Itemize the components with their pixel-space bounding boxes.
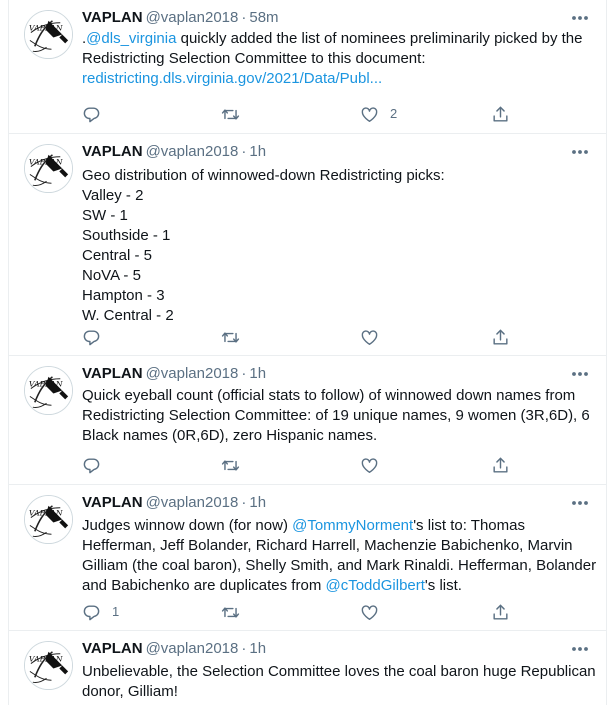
url-link[interactable]: redistricting.dls.virginia.gov/2021/Data/Publ... (82, 70, 383, 87)
tweet-text-segment: Hefferman, Jeff Bolander, Richard Harrell, Machenzie Babichenko, Marvin (82, 537, 573, 554)
share-button[interactable] (491, 602, 510, 622)
tweet-text-line (82, 206, 598, 226)
tweet-text-line (82, 576, 598, 596)
like-button[interactable] (360, 602, 390, 622)
vaplan-logo-avatar[interactable] (24, 10, 73, 59)
tweet[interactable] (9, 631, 606, 705)
retweet-icon (221, 456, 240, 475)
tweet-text-segment: Central - 5 (82, 247, 153, 264)
reply-button[interactable] (82, 602, 119, 622)
tweet-text-line (82, 246, 598, 266)
tweet-actions (82, 104, 522, 124)
tweet-text-line (82, 266, 598, 286)
tweet-text-line (82, 386, 598, 406)
separator-dot: · (241, 143, 247, 160)
tweet-text (82, 516, 598, 596)
tweet-time[interactable]: 1h (249, 143, 267, 160)
tweet-text-segment: SW - 1 (82, 207, 128, 224)
tweet-actions (82, 455, 522, 475)
heart-icon (360, 456, 379, 475)
tweet-text-segment: Redistricting Selection Committee: of 19 unique names, 9 women (3R,6D), 6 (82, 407, 590, 424)
tweet-text-line (82, 682, 598, 702)
heart-icon (360, 603, 379, 622)
tweet-text-line (82, 556, 598, 576)
more-dots-icon[interactable] (570, 497, 590, 509)
reply-icon (82, 603, 101, 622)
reply-count: 1 (112, 604, 120, 619)
tweet-text-segment: Gilliam (the coal baron), Shelly Smith, and Mark Rinaldi. Hefferman, Bolander (82, 557, 597, 574)
retweet-button[interactable] (221, 327, 251, 347)
user-name[interactable]: VAPLAN (82, 494, 143, 511)
tweet-text-line (82, 536, 598, 556)
user-name[interactable]: VAPLAN (82, 640, 143, 657)
share-icon (491, 456, 510, 475)
mention-link[interactable]: @TommyNorment (292, 517, 414, 534)
tweet-text-line (82, 662, 598, 682)
tweet-text-segment: Unbelievable, the Selection Committee loves the coal baron huge Republican (82, 663, 596, 680)
tweet-text-line (82, 426, 598, 446)
tweet-text-segment: 's list. (424, 577, 462, 594)
tweet-text-segment: W. Central - 2 (82, 307, 174, 324)
tweet-text-segment: Southside - 1 (82, 227, 171, 244)
tweet-text-segment: Quick eyeball count (official stats to follow) of winnowed down names from (82, 387, 576, 404)
tweet-text-line (82, 186, 598, 206)
tweet-text-segment: and Babichenko are duplicates from (82, 577, 326, 594)
separator-dot: · (241, 365, 247, 382)
user-handle[interactable]: @vaplan2018 (145, 143, 239, 160)
share-button[interactable] (491, 104, 510, 124)
tweet-text (82, 29, 598, 89)
tweet-time[interactable]: 1h (249, 640, 267, 657)
share-icon (491, 328, 510, 347)
svg-text:VAPLAN: VAPLAN (28, 508, 63, 518)
retweet-icon (221, 603, 240, 622)
timeline-feed (8, 0, 607, 705)
tweet-text (82, 166, 598, 326)
retweet-button[interactable] (221, 455, 251, 475)
share-icon (491, 603, 510, 622)
tweet-text-segment: Black names (0R,6D), zero Hispanic names. (82, 427, 378, 444)
share-icon (491, 105, 510, 124)
retweet-icon (221, 328, 240, 347)
user-handle[interactable]: @vaplan2018 (145, 9, 239, 26)
tweet-text-line (82, 516, 598, 536)
vaplan-logo-avatar[interactable] (24, 366, 73, 415)
retweet-button[interactable] (221, 104, 251, 124)
tweet-text-segment: Redistricting Selection Committee to this document: (82, 50, 426, 67)
tweet-text-line (82, 226, 598, 246)
svg-text:VAPLAN: VAPLAN (28, 654, 63, 664)
user-name[interactable]: VAPLAN (82, 143, 143, 160)
tweet[interactable] (9, 485, 606, 631)
user-handle[interactable]: @vaplan2018 (145, 640, 239, 657)
heart-icon (360, 328, 379, 347)
tweet-text-segment: Valley - 2 (82, 187, 144, 204)
like-button[interactable] (360, 327, 390, 347)
tweet-text-line (82, 166, 598, 186)
tweet-text-segment: . (82, 30, 87, 47)
user-name[interactable]: VAPLAN (82, 9, 143, 26)
tweet-header (82, 142, 566, 162)
vaplan-logo-avatar[interactable] (24, 495, 73, 544)
tweet-actions (82, 602, 522, 622)
separator-dot: · (241, 494, 247, 511)
more-dots-icon[interactable] (570, 368, 590, 380)
tweet-text-segment: 's list to: Thomas (413, 517, 525, 534)
share-button[interactable] (491, 455, 510, 475)
retweet-icon (221, 105, 240, 124)
reply-icon (82, 328, 101, 347)
tweet-header (82, 8, 566, 28)
tweet-text-segment: NoVA - 5 (82, 267, 141, 284)
like-button[interactable] (360, 104, 397, 124)
like-button[interactable] (360, 455, 390, 475)
more-dots-icon[interactable] (570, 146, 590, 158)
retweet-button[interactable] (221, 602, 251, 622)
tweet[interactable] (9, 0, 606, 134)
tweet-header (82, 639, 566, 659)
mention-link[interactable]: @dls_virginia (86, 30, 177, 47)
tweet-header (82, 364, 566, 384)
tweet-text-segment: Geo distribution of winnowed-down Redistricting picks: (82, 167, 445, 184)
user-name[interactable]: VAPLAN (82, 365, 143, 382)
svg-text:VAPLAN: VAPLAN (28, 379, 63, 389)
tweet-text-segment: quickly added the list of nominees preliminarily picked by the (176, 30, 583, 47)
tweet-text (82, 386, 598, 446)
tweet-text-line (82, 406, 598, 426)
tweet-actions (82, 327, 522, 347)
vaplan-logo-avatar[interactable] (24, 641, 73, 690)
reply-icon (82, 105, 101, 124)
tweet-header (82, 493, 566, 513)
reply-button[interactable] (82, 104, 112, 124)
tweet-text-segment: Judges winnow down (for now) (82, 517, 293, 534)
tweet-text-line (82, 306, 598, 326)
tweet-text-segment: Hampton - 3 (82, 287, 165, 304)
more-dots-icon[interactable] (570, 12, 590, 24)
svg-text:VAPLAN: VAPLAN (28, 157, 63, 167)
tweet-text-line (82, 286, 598, 306)
tweet[interactable] (9, 356, 606, 485)
tweet-text (82, 662, 598, 702)
user-handle[interactable]: @vaplan2018 (145, 365, 239, 382)
user-handle[interactable]: @vaplan2018 (145, 494, 239, 511)
mention-link[interactable]: @cToddGilbert (325, 577, 425, 594)
tweet-time[interactable]: 58m (249, 9, 279, 26)
separator-dot: · (241, 640, 247, 657)
tweet-text-line (82, 69, 598, 89)
tweet-text-line (82, 49, 598, 69)
reply-button[interactable] (82, 327, 112, 347)
tweet[interactable] (9, 134, 606, 356)
vaplan-logo-avatar[interactable] (24, 144, 73, 193)
share-button[interactable] (491, 327, 510, 347)
tweet-text-line (82, 29, 598, 49)
tweet-time[interactable]: 1h (249, 494, 267, 511)
reply-icon (82, 456, 101, 475)
svg-text:VAPLAN: VAPLAN (28, 23, 63, 33)
reply-button[interactable] (82, 455, 112, 475)
more-dots-icon[interactable] (570, 643, 590, 655)
like-count: 2 (390, 106, 398, 121)
heart-icon (360, 105, 379, 124)
tweet-text-segment: donor, Gilliam! (82, 683, 178, 700)
separator-dot: · (241, 9, 247, 26)
tweet-time[interactable]: 1h (249, 365, 267, 382)
